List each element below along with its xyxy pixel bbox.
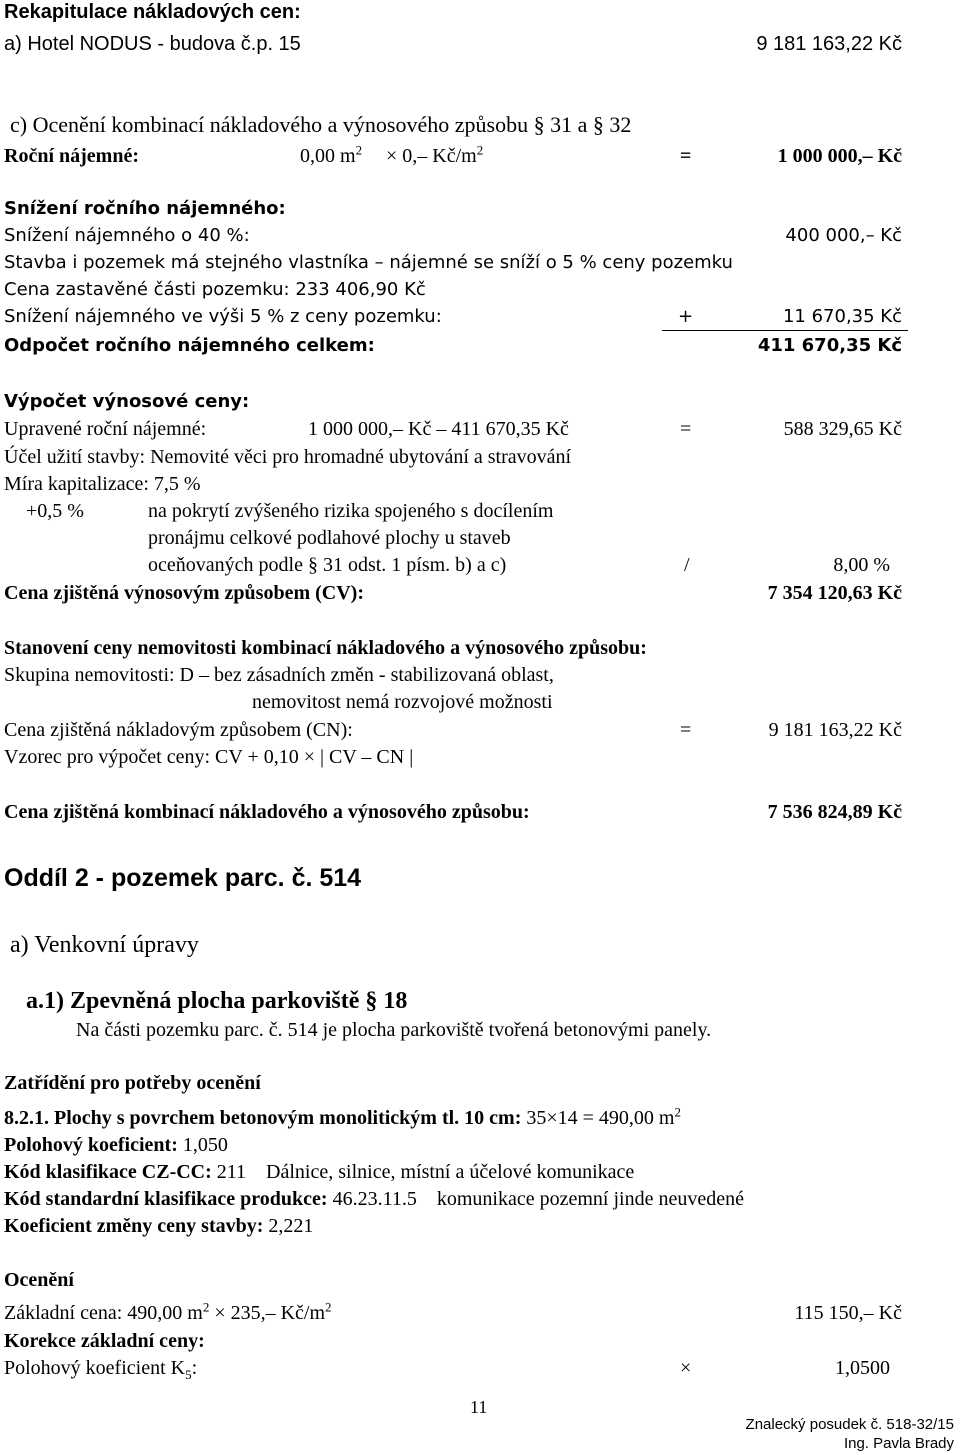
adjusted-rent-value: 588 329,65 Kč: [783, 418, 902, 440]
reduction-total-value: 411 670,35 Kč: [757, 335, 902, 356]
annual-rent-eq: =: [680, 145, 692, 167]
recap-item-value: 9 181 163,22 Kč: [756, 33, 902, 55]
footer-author: Ing. Pavla Brady: [843, 1435, 954, 1452]
reduction-value-1: 400 000,– Kč: [785, 225, 902, 246]
cv-value: 7 354 120,63 Kč: [767, 582, 902, 604]
cap-rate-total: 8,00 %: [833, 554, 890, 576]
base-price-value: 115 150,– Kč: [794, 1302, 902, 1324]
page-number: 11: [470, 1397, 488, 1417]
adjusted-rent-calc: 1 000 000,– Kč – 411 670,35 Kč: [308, 418, 569, 440]
annual-rent-value: 1 000 000,– Kč: [777, 145, 902, 167]
reduction-value-4: 11 670,35 Kč: [782, 306, 902, 327]
recap-item-label: a) Hotel NODUS - budova č.p. 15: [4, 33, 301, 55]
cn-value: 9 181 163,22 Kč: [768, 719, 902, 741]
annual-rent-rate: × 0,– $Kč/m^2$: [386, 142, 484, 167]
location-k5-value: 1,0500: [835, 1357, 890, 1379]
annual-rent-label: Roční nájemné:: [4, 145, 139, 167]
footer-report-id: Znalecký posudek č. 518-32/15: [745, 1416, 954, 1433]
footer: [746, 1415, 954, 1453]
sum-rule: [662, 330, 908, 331]
annual-rent-area: 0,00 $m^2$: [300, 142, 363, 167]
reduction-plus: +: [678, 306, 694, 327]
final-price-value: 7 536 824,89 Kč: [767, 801, 902, 823]
